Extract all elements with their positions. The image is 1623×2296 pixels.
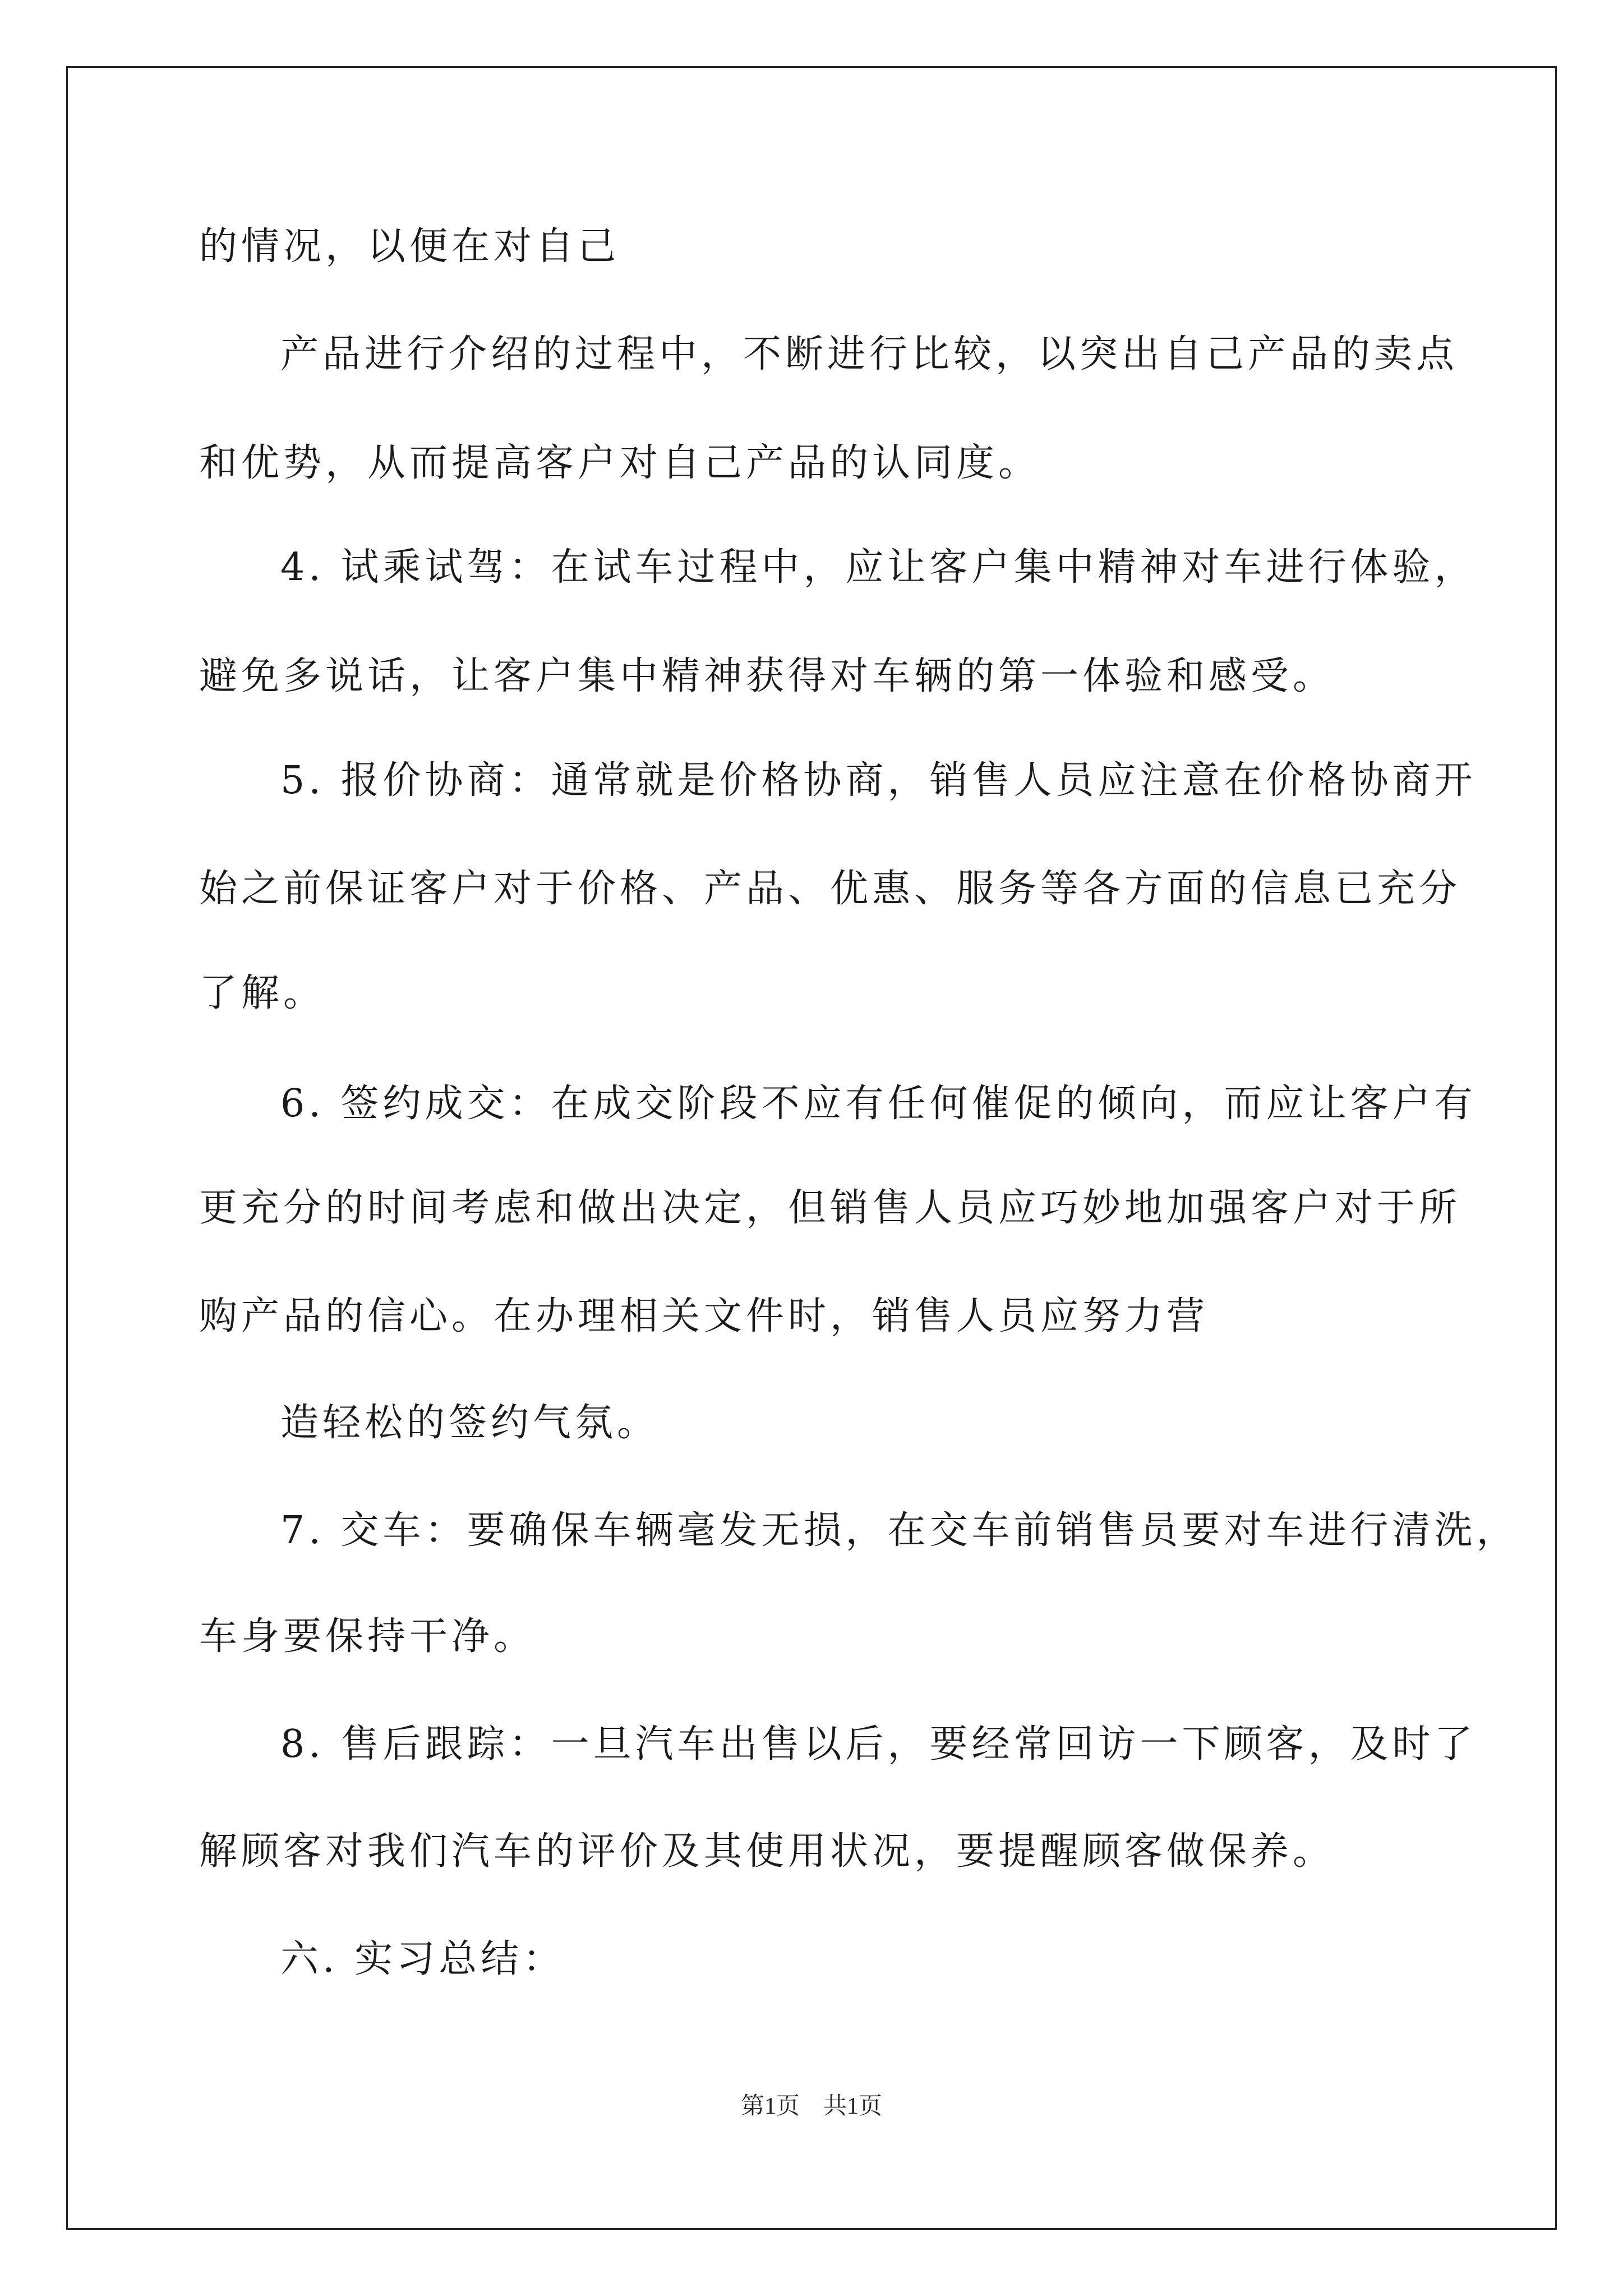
text-line: 车身要保持干净。 <box>199 1614 536 1659</box>
page-footer: 第1页 共1页 <box>740 2093 882 2119</box>
text-line: 购产品的信心。在办理相关文件时，销售人员应努力营 <box>199 1294 1209 1338</box>
text-line: 8. 售后跟踪：一旦汽车出售以后，要经常回访一下顾客，及时了 <box>280 1722 1477 1766</box>
text-line: 始之前保证客户对于价格、产品、优惠、服务等各方面的信息已充分 <box>199 867 1461 911</box>
text-line: 4. 试乘试驾：在试车过程中，应让客户集中精神对车进行体验， <box>280 545 1477 590</box>
text-line: 更充分的时间考虑和做出决定，但销售人员应巧妙地加强客户对于所 <box>199 1186 1461 1230</box>
text-line: 避免多说话，让客户集中精神获得对车辆的第一体验和感受。 <box>199 654 1335 698</box>
text-line: 5. 报价协商：通常就是价格协商，销售人员应注意在价格协商开 <box>280 758 1477 803</box>
text-line: 产品进行介绍的过程中，不断进行比较，以突出自己产品的卖点 <box>280 332 1459 376</box>
text-line: 6. 签约成交：在成交阶段不应有任何催促的倾向，而应让客户有 <box>280 1082 1477 1126</box>
text-line: 了解。 <box>199 971 326 1015</box>
text-line: 的情况，以便在对自己 <box>199 224 620 269</box>
text-line: 7. 交车：要确保车辆毫发无损，在交车前销售员要对车进行清洗， <box>280 1508 1519 1553</box>
text-line: 六. 实习总结： <box>280 1937 565 1981</box>
text-line: 解顾客对我们汽车的评价及其使用状况，要提醒顾客做保养。 <box>199 1829 1335 1874</box>
text-line: 和优势，从而提高客户对自己产品的认同度。 <box>199 441 1041 485</box>
page-border <box>66 66 1557 2230</box>
text-line: 造轻松的签约气氛。 <box>280 1401 660 1445</box>
